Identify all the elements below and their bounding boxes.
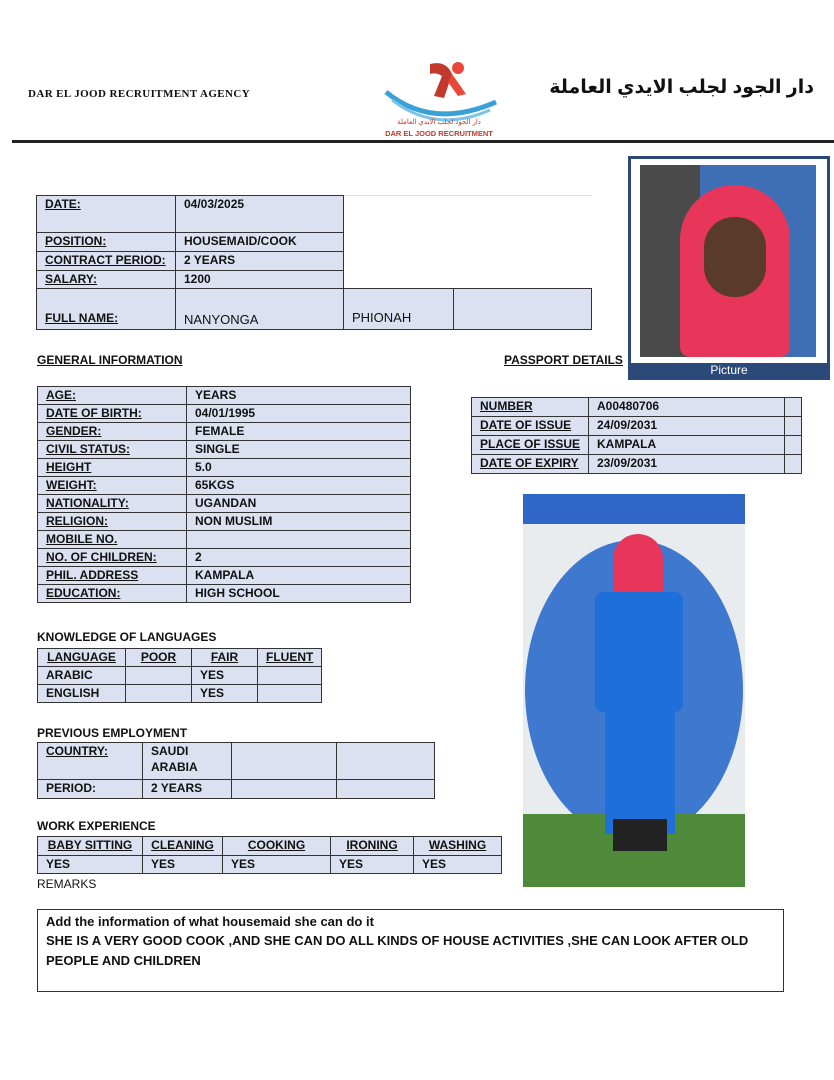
general-info-row bbox=[38, 549, 411, 567]
passport-extra-cell bbox=[785, 436, 802, 455]
passport-extra-cell bbox=[785, 455, 802, 474]
general-info-label: CIVIL STATUS: bbox=[38, 441, 187, 459]
logo-head-icon bbox=[452, 62, 464, 74]
general-info-label: GENDER: bbox=[38, 423, 187, 441]
passport-row bbox=[472, 398, 802, 417]
general-info-label: AGE: bbox=[38, 387, 187, 405]
work-experience-header-row bbox=[38, 837, 502, 856]
general-info-value: UGANDAN bbox=[187, 495, 411, 513]
general-info-table bbox=[37, 386, 411, 603]
passport-title: PASSPORT DETAILS bbox=[504, 353, 623, 367]
headshot-caption: Picture bbox=[631, 363, 827, 377]
headshot-frame bbox=[628, 156, 830, 380]
passport-label: NUMBER bbox=[472, 398, 589, 417]
language-column-header: FAIR bbox=[192, 649, 258, 667]
last-name-value: PHIONAH bbox=[344, 289, 454, 330]
general-info-title: GENERAL INFORMATION bbox=[37, 353, 183, 367]
remarks-label: REMARKS bbox=[37, 877, 97, 891]
language-cell: ENGLISH bbox=[38, 685, 126, 703]
logo-text-english: DAR EL JOOD RECRUITMENT bbox=[385, 129, 493, 138]
general-info-label: WEIGHT: bbox=[38, 477, 187, 495]
general-info-value: 04/01/1995 bbox=[187, 405, 411, 423]
full-name-label: FULL NAME: bbox=[37, 289, 176, 330]
general-info-value: FEMALE bbox=[187, 423, 411, 441]
work-skill-value: YES bbox=[143, 856, 223, 874]
previous-employment-title: PREVIOUS EMPLOYMENT bbox=[37, 726, 188, 740]
language-cell: YES bbox=[192, 685, 258, 703]
work-skill-value: YES bbox=[331, 856, 414, 874]
passport-extra-cell bbox=[785, 398, 802, 417]
language-row bbox=[38, 667, 322, 685]
remarks-box bbox=[37, 909, 784, 992]
language-column-header: POOR bbox=[126, 649, 192, 667]
general-info-value: 65KGS bbox=[187, 477, 411, 495]
passport-table bbox=[471, 397, 802, 474]
general-info-row bbox=[38, 531, 411, 549]
general-info-value: 5.0 bbox=[187, 459, 411, 477]
general-info-label: NATIONALITY: bbox=[38, 495, 187, 513]
agency-name-english: DAR EL JOOD RECRUITMENT AGENCY bbox=[28, 88, 251, 100]
passport-value: A00480706 bbox=[589, 398, 785, 417]
contract-period-label: CONTRACT PERIOD: bbox=[37, 252, 176, 271]
logo-text-arabic: دار الجود لجلب الايدي العاملة bbox=[397, 119, 481, 126]
passport-extra-cell bbox=[785, 417, 802, 436]
work-experience-title: WORK EXPERIENCE bbox=[37, 819, 156, 833]
passport-label: PLACE OF ISSUE bbox=[472, 436, 589, 455]
general-info-value: NON MUSLIM bbox=[187, 513, 411, 531]
general-info-row bbox=[38, 513, 411, 531]
language-cell bbox=[258, 685, 322, 703]
header-divider bbox=[12, 140, 834, 143]
languages-header-row bbox=[38, 649, 322, 667]
general-info-row bbox=[38, 441, 411, 459]
salary-value: 1200 bbox=[176, 271, 344, 289]
language-row bbox=[38, 685, 322, 703]
languages-table bbox=[37, 648, 322, 703]
general-info-value: YEARS bbox=[187, 387, 411, 405]
position-label: POSITION: bbox=[37, 233, 176, 252]
passport-row bbox=[472, 455, 802, 474]
general-info-label: RELIGION: bbox=[38, 513, 187, 531]
language-cell bbox=[126, 685, 192, 703]
language-cell: ARABIC bbox=[38, 667, 126, 685]
period-value: 2 YEARS bbox=[143, 780, 232, 799]
date-value: 04/03/2025 bbox=[176, 196, 344, 233]
job-details-table bbox=[36, 195, 592, 330]
general-info-row bbox=[38, 405, 411, 423]
general-info-label: HEIGHT bbox=[38, 459, 187, 477]
contract-period-value: 2 YEARS bbox=[176, 252, 344, 271]
passport-value: KAMPALA bbox=[589, 436, 785, 455]
passport-value: 24/09/2031 bbox=[589, 417, 785, 436]
general-info-row bbox=[38, 459, 411, 477]
work-skill-value: YES bbox=[414, 856, 502, 874]
position-value: HOUSEMAID/COOK bbox=[176, 233, 344, 252]
work-experience-table bbox=[37, 836, 502, 874]
work-skill-header: BABY SITTING bbox=[38, 837, 143, 856]
language-cell: YES bbox=[192, 667, 258, 685]
general-info-row bbox=[38, 387, 411, 405]
general-info-row bbox=[38, 423, 411, 441]
remarks-title: Add the information of what housemaid she can do it bbox=[46, 914, 374, 929]
languages-title: KNOWLEDGE OF LANGUAGES bbox=[37, 630, 217, 644]
general-info-row bbox=[38, 477, 411, 495]
general-info-row bbox=[38, 585, 411, 603]
general-info-row bbox=[38, 567, 411, 585]
general-info-value: KAMPALA bbox=[187, 567, 411, 585]
passport-row bbox=[472, 436, 802, 455]
name-extra-cell bbox=[454, 289, 592, 330]
general-info-value bbox=[187, 531, 411, 549]
headshot-photo bbox=[640, 165, 816, 357]
work-skill-header: COOKING bbox=[223, 837, 331, 856]
work-experience-values-row bbox=[38, 856, 502, 874]
work-skill-header: CLEANING bbox=[143, 837, 223, 856]
agency-name-arabic: دار الجود لجلب الايدي العاملة bbox=[549, 77, 814, 98]
general-info-row bbox=[38, 495, 411, 513]
general-info-label: DATE OF BIRTH: bbox=[38, 405, 187, 423]
general-info-label: PHIL. ADDRESS bbox=[38, 567, 187, 585]
work-skill-value: YES bbox=[38, 856, 143, 874]
full-body-photo bbox=[523, 494, 745, 887]
passport-row bbox=[472, 417, 802, 436]
language-column-header: LANGUAGE bbox=[38, 649, 126, 667]
country-value: SAUDI ARABIA bbox=[143, 743, 232, 780]
remarks-text: SHE IS A VERY GOOD COOK ,AND SHE CAN DO ALL KINDS OF HOUSE ACTIVITIES ,SHE CAN LOOK AFTER OLD PEOPLE AND CHILDREN bbox=[46, 933, 749, 968]
language-cell bbox=[258, 667, 322, 685]
first-name-value: NANYONGA bbox=[176, 289, 344, 330]
work-skill-header: WASHING bbox=[414, 837, 502, 856]
general-info-label: EDUCATION: bbox=[38, 585, 187, 603]
work-skill-value: YES bbox=[223, 856, 331, 874]
general-info-label: MOBILE NO. bbox=[38, 531, 187, 549]
salary-label: SALARY: bbox=[37, 271, 176, 289]
general-info-value: SINGLE bbox=[187, 441, 411, 459]
language-column-header: FLUENT bbox=[258, 649, 322, 667]
general-info-value: HIGH SCHOOL bbox=[187, 585, 411, 603]
country-label: COUNTRY: bbox=[38, 743, 143, 780]
period-label: PERIOD: bbox=[38, 780, 143, 799]
general-info-value: 2 bbox=[187, 549, 411, 567]
previous-employment-table bbox=[37, 742, 435, 799]
passport-label: DATE OF EXPIRY bbox=[472, 455, 589, 474]
general-info-label: NO. OF CHILDREN: bbox=[38, 549, 187, 567]
passport-value: 23/09/2031 bbox=[589, 455, 785, 474]
language-cell bbox=[126, 667, 192, 685]
date-label: DATE: bbox=[37, 196, 176, 233]
work-skill-header: IRONING bbox=[331, 837, 414, 856]
passport-label: DATE OF ISSUE bbox=[472, 417, 589, 436]
